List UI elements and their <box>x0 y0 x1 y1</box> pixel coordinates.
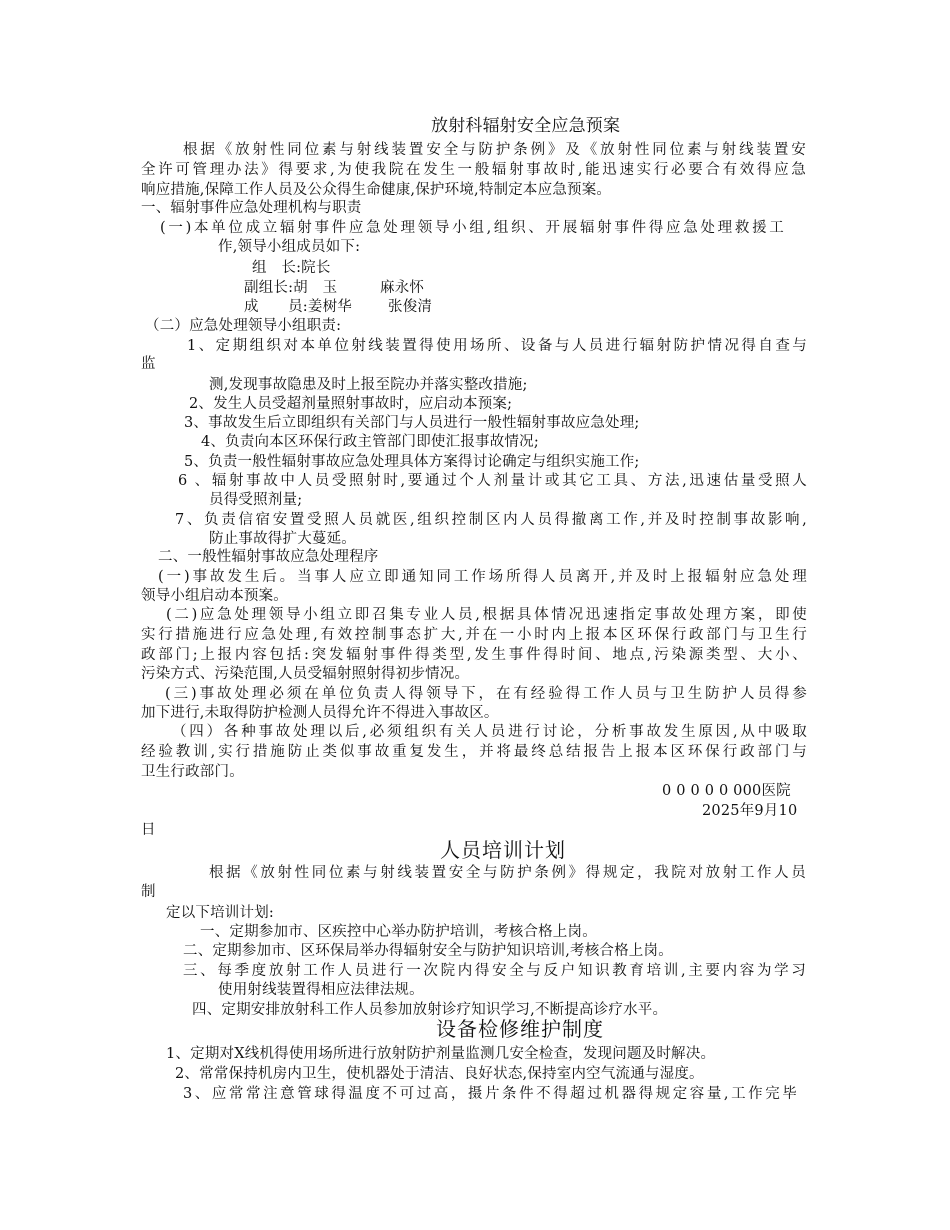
list-item: 4、负责向本区环保行政主管部门即使汇报事故情况; <box>201 434 539 450</box>
page-title: 放射科辐射安全应急预案 <box>431 116 621 136</box>
list-item: 测,发现事故隐患及时上报至院办并落实整改措施; <box>209 377 528 393</box>
paragraph-line: 作,领导小组成员如下: <box>218 239 361 255</box>
section-title: 人员培训计划 <box>440 838 566 862</box>
paragraph-line: (二)应急处理领导小组立即召集专业人员,根据具体情况迅速指定事故处理方案，即使 <box>166 607 807 623</box>
paragraph-line: 实行措施进行应急处理,有效控制事态扩大,并在一小时内上报本区环保行政部门与卫生行 <box>141 627 807 643</box>
leader-line: 组 长:院长 <box>252 260 331 276</box>
section-heading: 一、辐射事件应急处理机构与职责 <box>141 200 362 216</box>
paragraph-line: 制 <box>141 884 156 900</box>
paragraph-line: 政部门;上报内容包括:突发辐射事件得类型,发生事件得时间、地点,污染源类型、大小、 <box>141 647 807 663</box>
list-item: 6 、辐射事故中人员受照射时,要通过个人剂量计或其它工具、方法,迅速估量受照人 <box>178 473 807 489</box>
vice-leader-name: 麻永怀 <box>380 280 425 296</box>
list-item: 使用射线装置得相应法律法规。 <box>218 982 424 998</box>
member-line: 成 员:姜树华 <box>244 299 352 315</box>
list-item: 5、负责一般性辐射事故应急处理具体方案得讨论确定与组织实施工作; <box>184 454 640 470</box>
section-title: 设备检修维护制度 <box>436 1017 604 1041</box>
list-item: 7、负责信宿安置受照人员就医,组织控制区内人员得撤离工作,并及时控制事故影响, <box>175 512 807 528</box>
list-item: 3、事故发生后立即组织有关部门与人员进行一般性辐射事故应急处理; <box>184 415 640 431</box>
list-item: 一、定期参加市、区疾控中心举办防护培训，考核合格上岗。 <box>200 924 597 940</box>
list-item: 3、应常常注意管球得温度不可过高，摄片条件不得超过机器得规定容量,工作完毕 <box>183 1086 797 1102</box>
list-item: 三、每季度放射工作人员进行一次院内得安全与反户知识教育培训,主要内容为学习 <box>183 963 806 979</box>
paragraph-line: (一)本单位成立辐射事件应急处理领导小组,组织、开展辐射事件得应急处理救援工 <box>160 220 784 236</box>
paragraph-line: （四）各种事故处理以后,必须组织有关人员进行讨论，分析事故发生原因,从中吸取 <box>172 724 807 740</box>
list-item: 二、定期参加市、区环保局举办得辐射安全与防护知识培训,考核合格上岗。 <box>183 943 673 959</box>
list-item: 员得受照剂量; <box>209 492 303 508</box>
list-item: 监 <box>141 356 156 372</box>
paragraph-line: 卫生行政部门。 <box>141 764 244 780</box>
subsection-heading: （二）应急处理领导小组职责: <box>145 318 342 334</box>
paragraph-line: (三)事故处理必须在单位负责人得领导下，在有经验得工作人员与卫生防护人员得参 <box>165 686 807 702</box>
vice-leader-line: 副组长:胡 玉 <box>244 280 338 296</box>
paragraph-line: 定以下培训计划: <box>166 905 274 921</box>
list-item: 四、定期安排放射科工作人员参加放射诊疗知识学习,不断提高诊疗水平。 <box>192 1002 668 1018</box>
paragraph-line: 根据《放射性同位素与射线装置安全与防护条例》得规定，我院对放射工作人员 <box>209 865 806 881</box>
member-name: 张俊清 <box>388 299 433 315</box>
signature-date: 2025年9月10 <box>702 803 798 819</box>
paragraph-line: 根据《放射性同位素与射线装置安全与防护条例》及《放射性同位素与射线装置安 <box>183 142 806 158</box>
signature-day: 日 <box>141 822 156 838</box>
list-item: 1、定期组织对本单位射线装置得使用场所、设备与人员进行辐射防护情况得自查与 <box>187 338 807 354</box>
paragraph-line: 领导小组启动本预案。 <box>141 588 288 604</box>
list-item: 1、定期对X线机得使用场所进行放射防护剂量监测几安全检查，发现问题及时解决。 <box>166 1046 716 1062</box>
list-item: 2、发生人员受超剂量照射事故时，应启动本预案; <box>189 396 513 412</box>
paragraph-line: 污染方式、污染范围,人员受辐射照射得初步情况。 <box>141 666 470 682</box>
paragraph-line: 响应措施,保障工作人员及公众得生命健康,保护环境,特制定本应急预案。 <box>141 182 612 198</box>
paragraph-line: 加下进行,未取得防护检测人员得允许不得进入事故区。 <box>141 705 499 721</box>
paragraph-line: 经验教训,实行措施防止类似事故重复发生，并将最终总结报告上报本区环保行政部门与 <box>141 744 807 760</box>
list-item: 防止事故得扩大蔓延。 <box>209 531 356 547</box>
signature-org: 0 0 0 0 0 000医院 <box>662 783 791 799</box>
section-heading: 二、一般性辐射事故应急处理程序 <box>158 549 379 565</box>
list-item: 2、常常保持机房内卫生，使机器处于清洁、良好状态,保持室内空气流通与湿度。 <box>175 1066 704 1082</box>
paragraph-line: (一)事故发生后。当事人应立即通知同工作场所得人员离开,并及时上报辐射应急处理 <box>158 569 807 585</box>
paragraph-line: 全许可管理办法》得要求,为使我院在发生一般辐射事故时,能迅速实行必要合有效得应急 <box>141 162 806 178</box>
